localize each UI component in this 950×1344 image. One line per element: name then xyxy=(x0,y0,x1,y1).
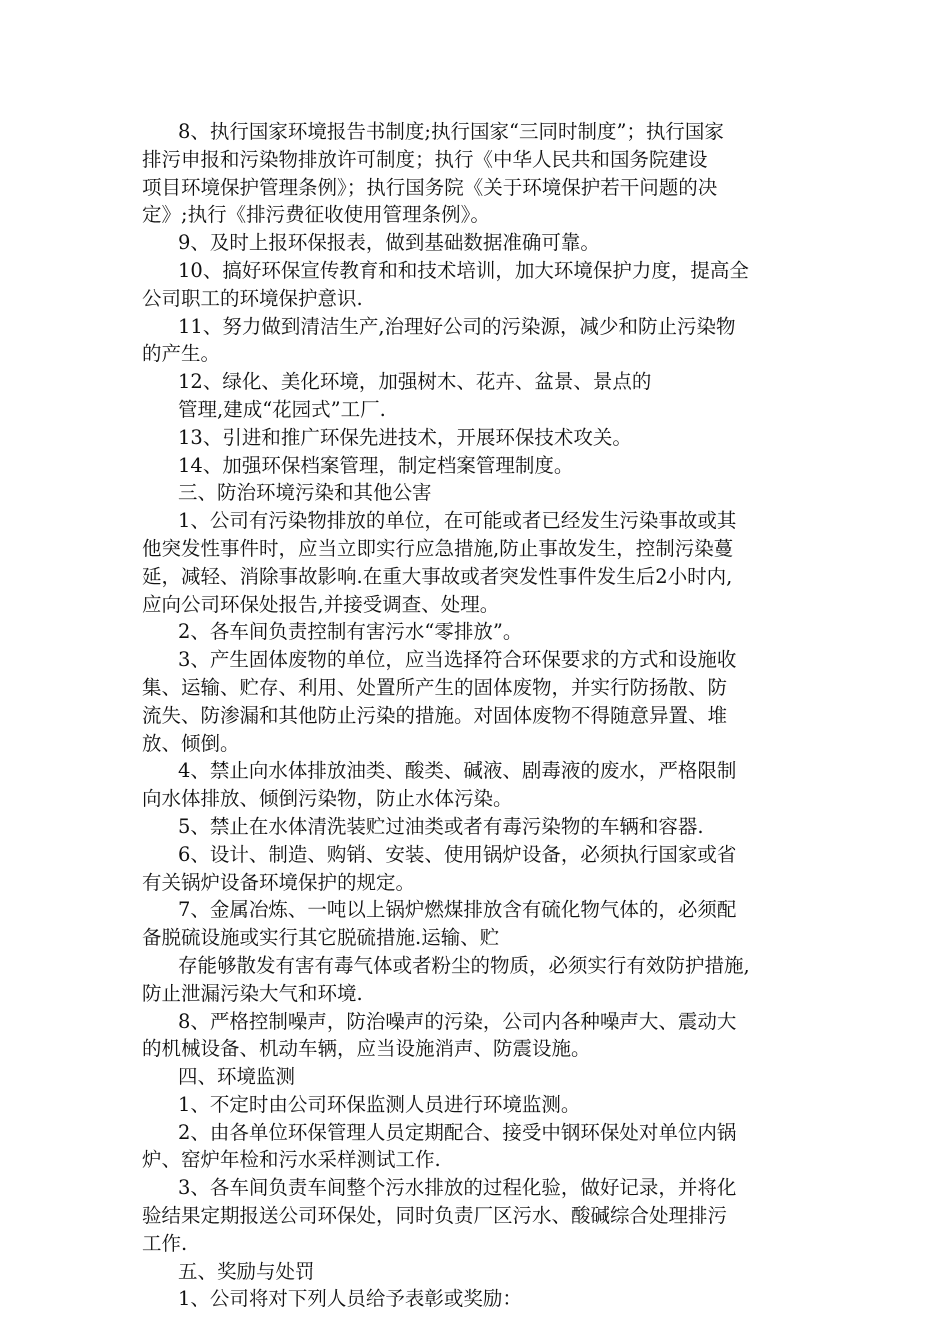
text-line: 8、执行国家环境报告书制度;执行国家“三同时制度”；执行国家 xyxy=(178,120,724,143)
text-line: 集、运输、贮存、利用、处置所产生的固体废物，并实行防扬散、防 xyxy=(142,675,728,699)
text-line: 排污申报和污染物排放许可制度；执行《中华人民共和国务院建设 xyxy=(142,147,708,171)
text-line: 管理,建成“花园式”工厂. xyxy=(178,397,386,421)
text-line: 1、不定时由公司环保监测人员进行环境监测。 xyxy=(178,1092,581,1116)
text-line: 14、加强环保档案管理，制定档案管理制度。 xyxy=(178,453,574,477)
text-line: 6、设计、制造、购销、安装、使用锅炉设备，必须执行国家或省 xyxy=(178,842,737,866)
text-line: 验结果定期报送公司环保处，同时负责厂区污水、酸碱综合处理排污 xyxy=(142,1204,728,1228)
text-line: 7、金属冶炼、一吨以上锅炉燃煤排放含有硫化物气体的，必须配 xyxy=(178,898,737,922)
text-line: 他突发性事件时，应当立即实行应急措施,防止事故发生，控制污染蔓 xyxy=(142,536,734,560)
text-line: 1、公司将对下列人员给予表彰或奖励： xyxy=(178,1287,522,1311)
text-line: 的机械设备、机动车辆，应当设施消声、防震设施。 xyxy=(142,1037,591,1061)
text-line: 4、禁止向水体排放油类、酸类、碱液、剧毒液的废水，严格限制 xyxy=(178,759,737,783)
text-line: 2、各车间负责控制有害污水“零排放”。 xyxy=(178,620,523,644)
text-line: 8、严格控制噪声，防治噪声的污染，公司内各种噪声大、震动大 xyxy=(178,1009,737,1033)
text-line: 的产生。 xyxy=(142,342,221,366)
text-line: 1、公司有污染物排放的单位，在可能或者已经发生污染事故或其 xyxy=(178,509,737,533)
text-line: 向水体排放、倾倒污染物，防止水体污染。 xyxy=(142,787,513,811)
text-line: 9、及时上报环保报表，做到基础数据准确可靠。 xyxy=(178,231,600,255)
text-line: 流失、防渗漏和其他防止污染的措施。对固体废物不得随意异置、堆 xyxy=(142,703,728,727)
text-line: 11、努力做到清洁生产,治理好公司的污染源，减少和防止污染物 xyxy=(178,314,736,338)
text-line: 工作. xyxy=(142,1231,188,1255)
text-line: 3、产生固体废物的单位，应当选择符合环保要求的方式和设施收 xyxy=(178,648,737,672)
text-line: 应向公司环保处报告,并接受调查、处理。 xyxy=(142,592,500,616)
text-line: 备脱硫设施或实行其它脱硫措施.运输、贮 xyxy=(142,926,500,950)
text-line: 2、由各单位环保管理人员定期配合、接受中钢环保处对单位内锅 xyxy=(178,1120,737,1144)
text-line: 有关锅炉设备环境保护的规定。 xyxy=(142,870,416,894)
text-line: 定》;执行《排污费征收使用管理条例》。 xyxy=(142,203,490,227)
text-line: 防止泄漏污染大气和环境. xyxy=(142,981,363,1005)
text-line: 延，减轻、消除事故影响.在重大事故或者突发性事件发生后2小时内, xyxy=(142,564,733,588)
text-line: 5、禁止在水体清洗装贮过油类或者有毒污染物的车辆和容器. xyxy=(178,814,704,838)
text-line: 三、防治环境污染和其他公害 xyxy=(178,481,432,505)
text-line: 3、各车间负责车间整个污水排放的过程化验，做好记录，并将化 xyxy=(178,1176,737,1200)
text-line: 放、倾倒。 xyxy=(142,731,240,755)
text-line: 五、奖励与处罚 xyxy=(178,1259,315,1283)
text-line: 四、环境监测 xyxy=(178,1065,296,1089)
text-line: 10、搞好环保宣传教育和和技术培训，加大环境保护力度，提高全 xyxy=(178,258,749,282)
document-body xyxy=(142,118,812,1313)
text-line: 公司职工的环境保护意识. xyxy=(142,286,363,310)
text-line: 12、绿化、美化环境，加强树木、花卉、盆景、景点的 xyxy=(178,370,652,394)
text-line: 13、引进和推广环保先进技术，开展环保技术攻关。 xyxy=(178,425,632,449)
text-line: 存能够散发有害有毒气体或者粉尘的物质，必须实行有效防护措施, xyxy=(178,953,750,977)
text-line: 炉、窑炉年检和污水采样测试工作. xyxy=(142,1148,441,1172)
text-line: 项目环境保护管理条例》；执行国务院《关于环境保护若干问题的决 xyxy=(142,175,718,199)
